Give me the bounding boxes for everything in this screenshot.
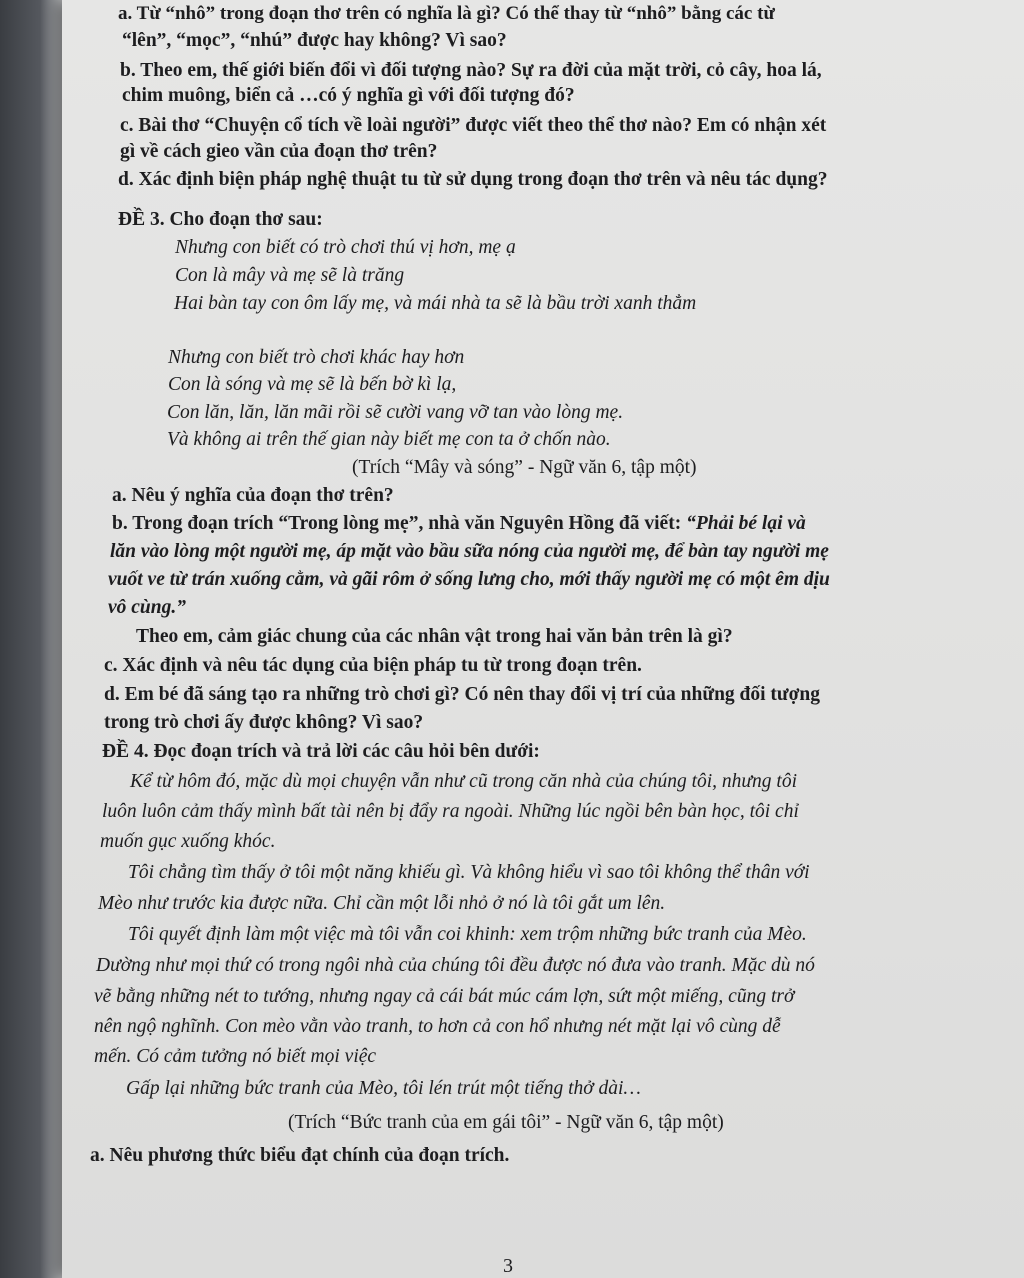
- de3-question-b-quote-line3: vuốt ve từ trán xuống cằm, và gãi rôm ở sống lưng cho, mới thấy người mẹ có một êm dịu: [108, 569, 830, 590]
- de4-p3-line4: nên ngộ nghĩnh. Con mèo vằn vào tranh, to hơn cả con hổ nhưng nét mặt lại vô cùng dễ: [94, 1016, 781, 1037]
- de3-question-b-quote-start: “Phải bé lại và: [686, 513, 806, 534]
- page-number: 3: [503, 1255, 513, 1277]
- de3-question-a: a. Nêu ý nghĩa của đoạn thơ trên?: [112, 485, 394, 506]
- de3-question-d-line2: trong trò chơi ấy được không? Vì sao?: [104, 712, 424, 733]
- de3-source: (Trích “Mây và sóng” - Ngữ văn 6, tập một): [352, 457, 697, 478]
- question-b-line1: b. Theo em, thế giới biến đổi vì đối tượng nào? Sự ra đời của mặt trời, cỏ cây, hoa lá,: [120, 60, 822, 81]
- de3-stanza1-line2: Con là mây và mẹ sẽ là trăng: [175, 265, 405, 286]
- de4-heading: ĐỀ 4. Đọc đoạn trích và trả lời các câu hỏi bên dưới:: [102, 741, 540, 762]
- de3-question-b-quote-line4: vô cùng.”: [108, 597, 186, 618]
- question-a-cont-line1: a. Từ “nhô” trong đoạn thơ trên có nghĩa là gì? Có thể thay từ “nhô” bằng các từ: [118, 3, 775, 24]
- de3-question-b-ask: Theo em, cảm giác chung của các nhân vật trong hai văn bản trên là gì?: [136, 626, 733, 647]
- question-b-line2: chim muông, biển cả …có ý nghĩa gì với đối tượng đó?: [122, 85, 575, 106]
- de3-stanza2-line3: Con lăn, lăn, lăn mãi rồi sẽ cười vang vỡ tan vào lòng mẹ.: [167, 402, 624, 423]
- de4-p1-line2: luôn luôn cảm thấy mình bất tài nên bị đẩy ra ngoài. Những lúc ngồi bên bàn học, tôi chỉ: [102, 801, 799, 822]
- question-c-line1: c. Bài thơ “Chuyện cổ tích về loài người” được viết theo thể thơ nào? Em có nhận xét: [120, 115, 827, 136]
- question-a-cont-line2: “lên”, “mọc”, “nhú” được hay không? Vì sao?: [122, 30, 507, 51]
- de3-stanza2-line1: Nhưng con biết trò chơi khác hay hơn: [168, 347, 465, 368]
- de3-question-d-line1: d. Em bé đã sáng tạo ra những trò chơi gì? Có nên thay đổi vị trí của những đối tượng: [104, 684, 821, 705]
- de3-heading: ĐỀ 3. Cho đoạn thơ sau:: [118, 209, 323, 230]
- de4-question-a: a. Nêu phương thức biểu đạt chính của đoạn trích.: [90, 1145, 510, 1166]
- de3-stanza2-line4: Và không ai trên thế gian này biết mẹ con ta ở chốn nào.: [167, 429, 611, 450]
- de4-p3-line5: mến. Có cảm tưởng nó biết mọi việc: [94, 1046, 377, 1067]
- de4-p1-line1: Kể từ hôm đó, mặc dù mọi chuyện vẫn như cũ trong căn nhà của chúng tôi, nhưng tôi: [130, 771, 797, 792]
- de4-source: (Trích “Bức tranh của em gái tôi” - Ngữ văn 6, tập một): [288, 1112, 724, 1133]
- de3-stanza1-line1: Nhưng con biết có trò chơi thú vị hơn, mẹ ạ: [175, 237, 516, 258]
- de4-p3-line1: Tôi quyết định làm một việc mà tôi vẫn coi khinh: xem trộm những bức tranh của Mèo.: [128, 924, 807, 945]
- de3-question-b-line1: [112, 512, 806, 536]
- de3-stanza2-line2: Con là sóng và mẹ sẽ là bến bờ kì lạ,: [168, 374, 457, 395]
- question-c-line2: gì về cách gieo vần của đoạn thơ trên?: [120, 141, 438, 162]
- de3-stanza1-line3: Hai bàn tay con ôm lấy mẹ, và mái nhà ta sẽ là bầu trời xanh thẳm: [174, 293, 697, 314]
- de4-p2-line1: Tôi chẳng tìm thấy ở tôi một năng khiếu gì. Và không hiểu vì sao tôi không thể thân với: [128, 862, 810, 883]
- de4-p3-line3: vẽ bằng những nét to tướng, nhưng ngay cả cái bát múc cám lợn, sứt một miếng, cũng trở: [94, 986, 795, 1007]
- question-d-line1: d. Xác định biện pháp nghệ thuật tu từ sử dụng trong đoạn thơ trên và nêu tác dụng?: [118, 169, 828, 190]
- de3-question-b-lead: b. Trong đoạn trích “Trong lòng mẹ”, nhà văn Nguyên Hồng đã viết:: [112, 513, 687, 534]
- de3-question-c: c. Xác định và nêu tác dụng của biện pháp tu từ trong đoạn trên.: [104, 655, 642, 676]
- de4-p4-line1: Gấp lại những bức tranh của Mèo, tôi lén trút một tiếng thở dài…: [126, 1078, 641, 1099]
- de4-p3-line2: Dường như mọi thứ có trong ngôi nhà của chúng tôi đều được nó đưa vào tranh. Mặc dù nó: [96, 955, 815, 976]
- de4-p1-line3: muốn gục xuống khóc.: [100, 831, 276, 852]
- de3-question-b-quote-line2: lăn vào lòng một người mẹ, áp mặt vào bầu sữa nóng của người mẹ, để bàn tay người mẹ: [110, 541, 829, 562]
- de4-p2-line2: Mèo như trước kia được nữa. Chỉ cần một lỗi nhỏ ở nó là tôi gắt um lên.: [98, 893, 666, 914]
